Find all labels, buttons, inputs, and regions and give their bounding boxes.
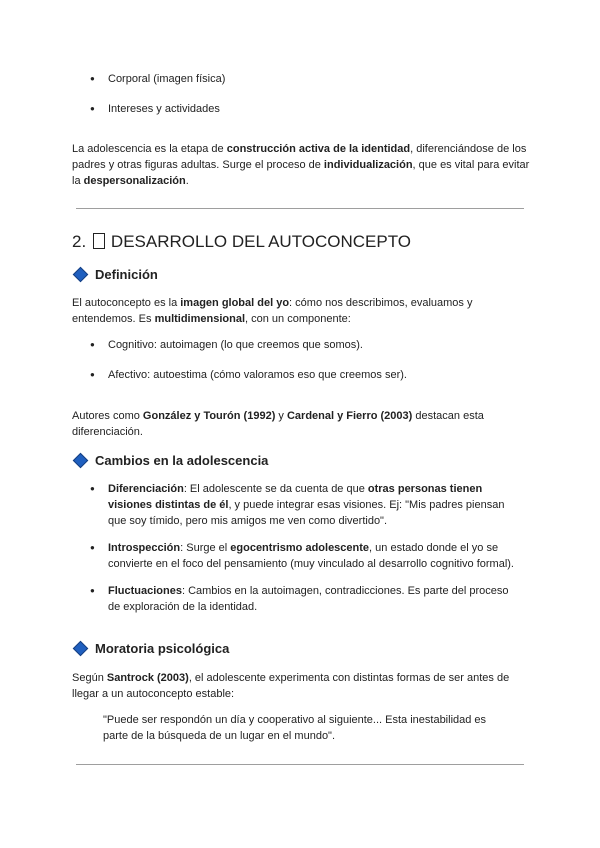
subheading-cambios <box>72 453 268 468</box>
item-term: Introspección <box>108 542 181 554</box>
definicion-text: El autoconcepto es la <box>72 297 181 309</box>
subheading-definicion <box>72 267 158 282</box>
intro-paragraph <box>72 141 532 189</box>
blue-diamond-icon <box>73 267 89 283</box>
horizontal-rule <box>76 208 524 209</box>
subheading-label: Moratoria psicológica <box>95 641 230 656</box>
moratoria-text: Según <box>72 672 107 684</box>
item-text: : El adolescente se da cuenta de que <box>183 483 368 495</box>
list-item: ● Corporal (imagen física) <box>108 71 225 87</box>
authors-bold: González y Tourón (1992) <box>142 410 276 422</box>
item-text: : Surge el <box>180 542 231 554</box>
section-heading <box>72 232 411 252</box>
item-term: Fluctuaciones <box>108 585 182 597</box>
list-item: ● Afectivo: autoestima (cómo valoramos eso que creemos ser). <box>108 367 407 383</box>
horizontal-rule <box>76 764 524 765</box>
block-quote: "Puede ser respondón un día y cooperativo al siguiente... Esta inestabilidad es parte de la búsqueda de un lugar en el mundo". <box>103 714 487 742</box>
list-item: ● Intereses y actividades <box>108 101 220 117</box>
subheading-moratoria <box>72 641 229 656</box>
list-item <box>108 583 518 615</box>
list-item <box>108 540 518 572</box>
moratoria-text: , el adolescente experimenta con distintas formas de ser antes de llegar a un autoconcepto estable: <box>72 672 510 700</box>
authors-bold: Cardenal y Fierro (2003) <box>286 410 413 422</box>
definicion-text: : cómo nos describimos, evaluamos y entendemos. Es <box>72 297 473 325</box>
subheading-label: Definición <box>95 267 158 282</box>
section-title: DESARROLLO DEL AUTOCONCEPTO <box>110 232 412 251</box>
missing-glyph-icon <box>93 233 105 249</box>
authors-text: destacan esta diferenciación. <box>72 410 484 438</box>
definicion-bold: multidimensional <box>154 313 246 325</box>
definicion-bold: imagen global del yo <box>180 297 290 309</box>
intro-text: , que es vital para evitar la <box>72 159 530 187</box>
item-bold: otras personas tienen visiones distintas de él <box>108 483 483 511</box>
item-text: , y puede integrar esas visiones. Ej: "Mis padres piensan que soy tímido, pero mis amigos me ven como divertido". <box>108 499 505 527</box>
definicion-text: , con un componente: <box>245 313 351 325</box>
section-number: 2. <box>72 232 87 251</box>
authors-text: y <box>275 410 287 422</box>
intro-text: La adolescencia es la etapa de <box>72 143 227 155</box>
authors-text: Autores como <box>72 410 143 422</box>
intro-bold: construcción activa de la identidad <box>226 143 411 155</box>
moratoria-bold: Santrock (2003) <box>106 672 189 684</box>
item-text: : Cambios en la autoimagen, contradicciones. Es parte del proceso de exploración de la identidad. <box>108 585 509 613</box>
definicion-paragraph <box>72 295 512 327</box>
blue-diamond-icon <box>73 641 89 657</box>
list-item <box>108 481 518 529</box>
blue-diamond-icon <box>73 453 89 469</box>
intro-text: . <box>185 175 189 187</box>
list-item: ● Cognitivo: autoimagen (lo que creemos que somos). <box>108 337 363 353</box>
intro-text: , diferenciándose de los padres y otras figuras adultas. Surge el proceso de <box>72 143 527 171</box>
moratoria-paragraph <box>72 670 522 702</box>
item-term: Diferenciación <box>108 483 184 495</box>
item-text: , un estado donde el yo se convierte en el foco del pensamiento (muy vinculado al desarrollo cognitivo formal). <box>108 542 514 570</box>
subheading-label: Cambios en la adolescencia <box>95 453 269 468</box>
authors-paragraph <box>72 408 512 440</box>
intro-bold: individualización <box>323 159 413 171</box>
intro-bold: despersonalización <box>83 175 186 187</box>
item-bold: egocentrismo adolescente <box>230 542 370 554</box>
